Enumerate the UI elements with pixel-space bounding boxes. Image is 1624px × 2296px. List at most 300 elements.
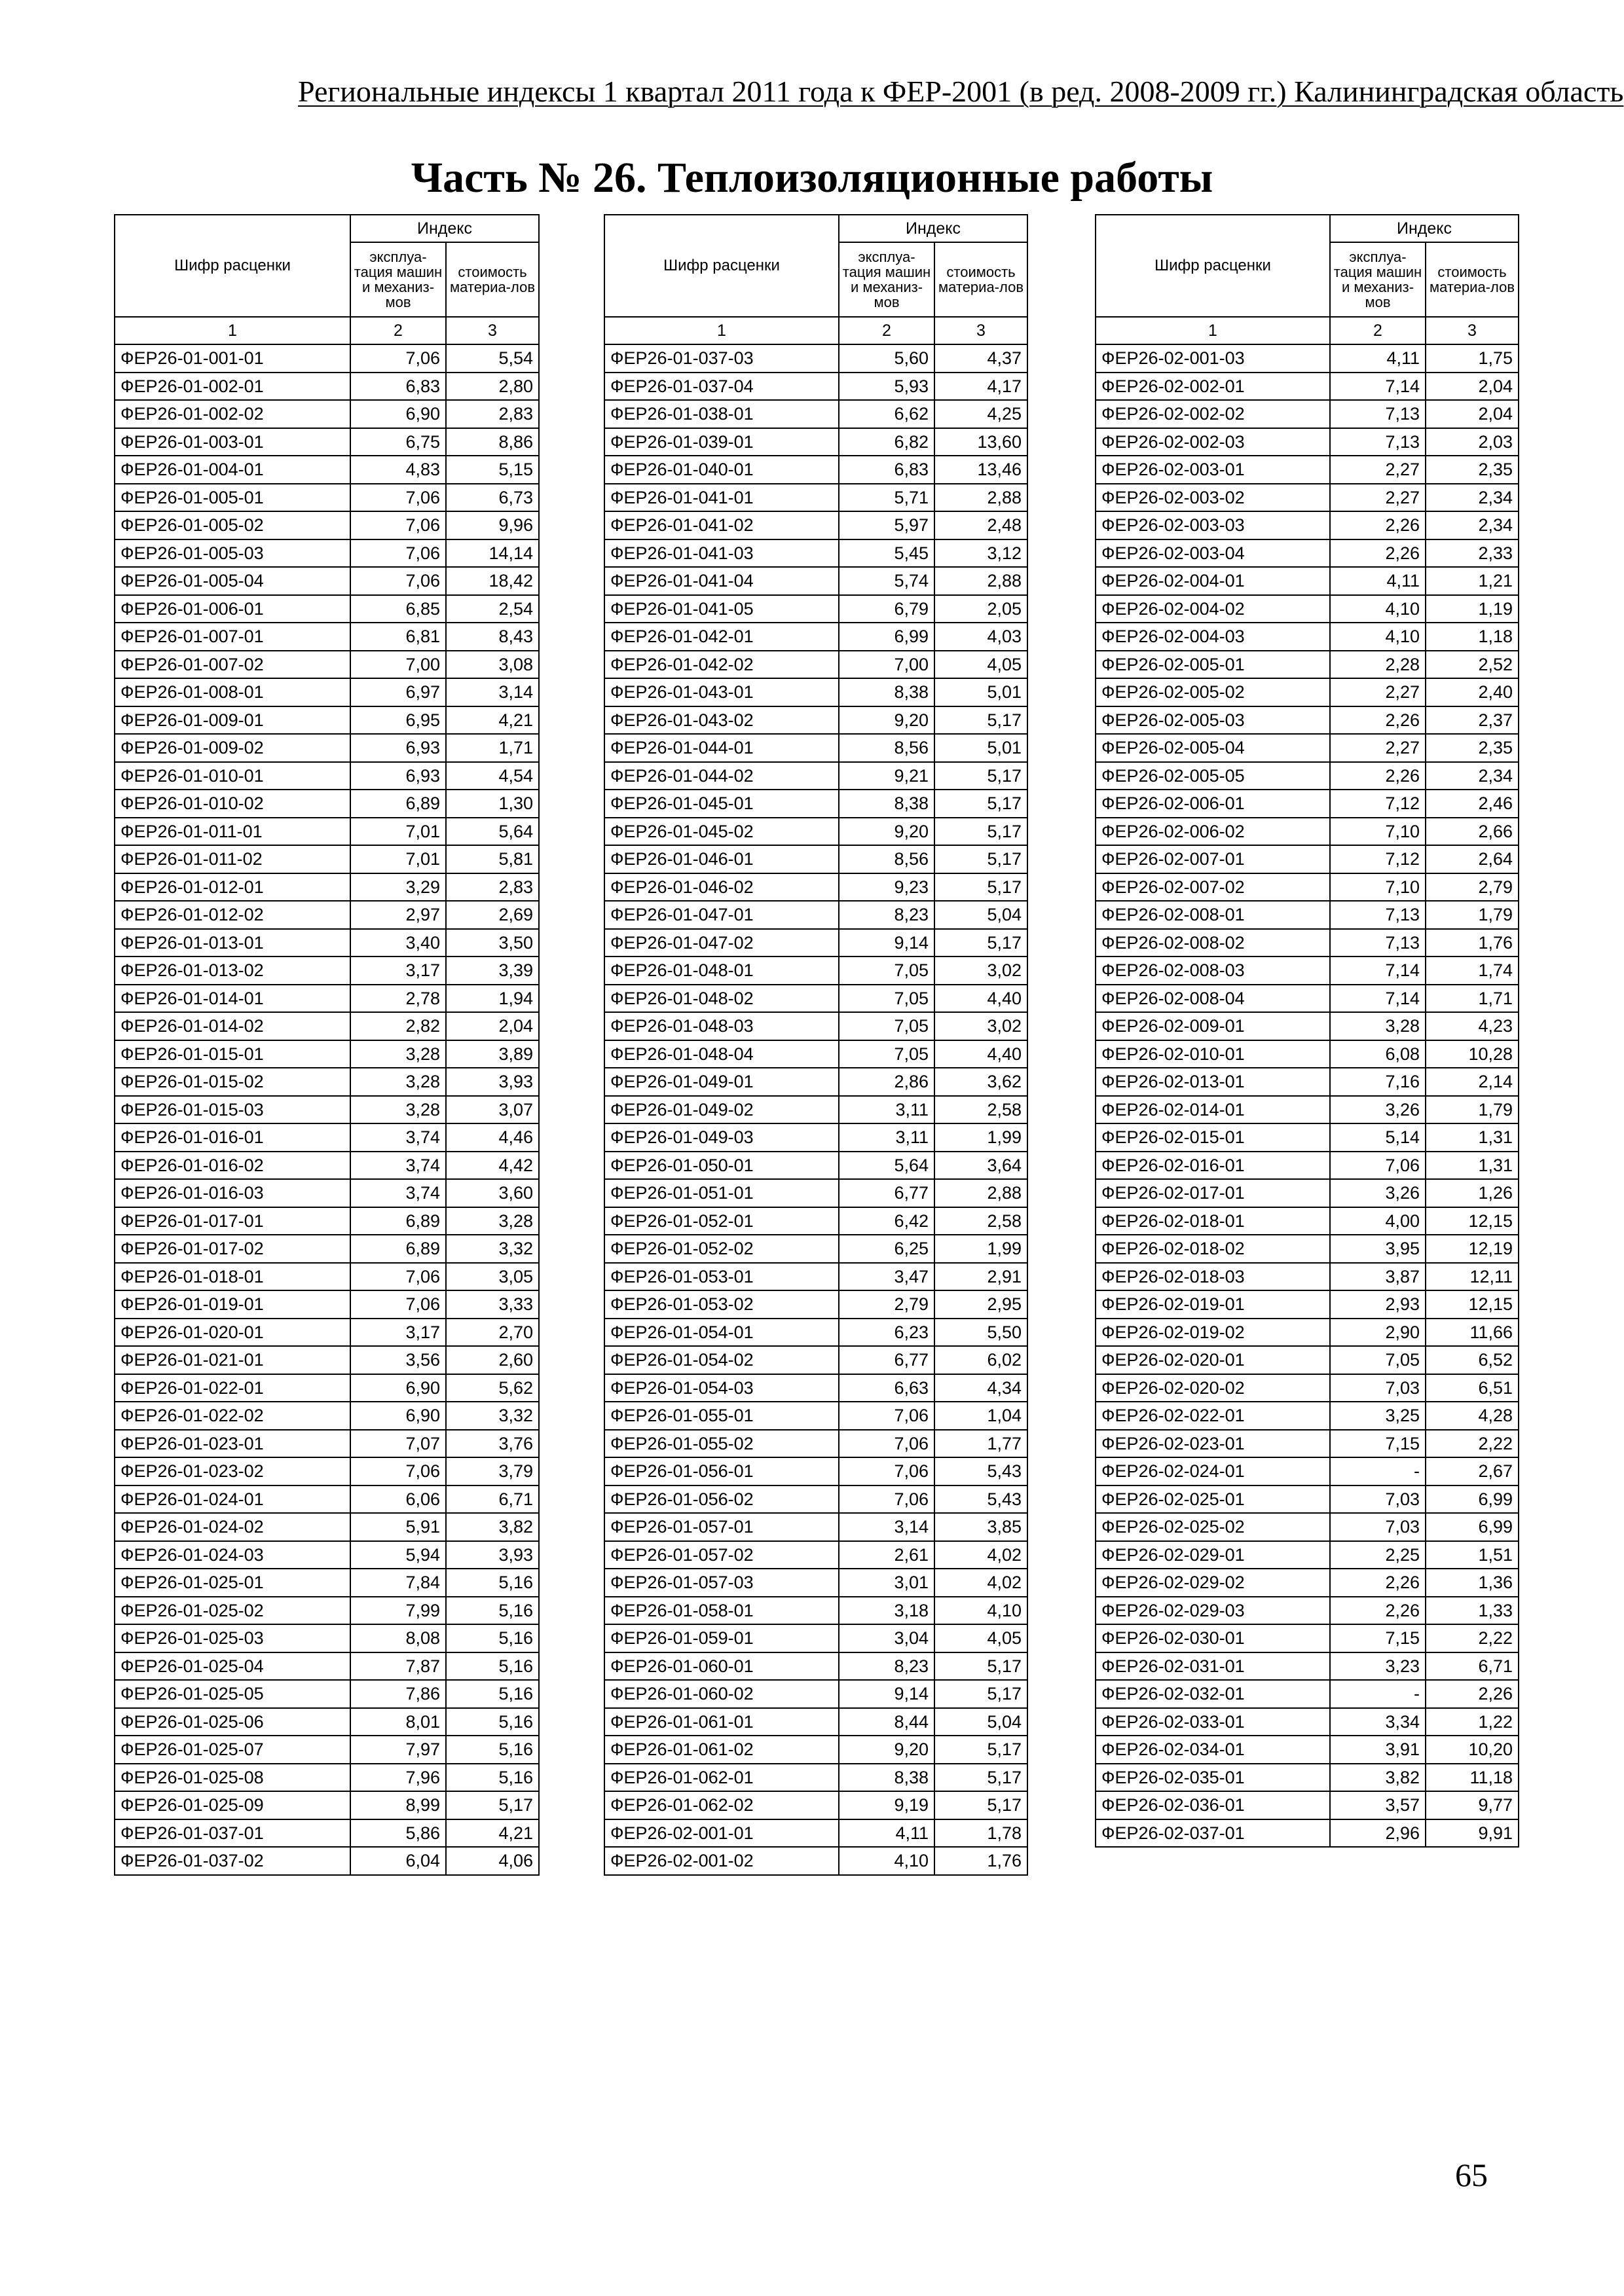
materials-index-cell: 5,16 xyxy=(446,1652,539,1681)
materials-index-cell: 5,62 xyxy=(446,1374,539,1402)
rate-code-cell: ФЕР26-01-016-01 xyxy=(115,1123,350,1152)
materials-index-cell: 5,17 xyxy=(934,1791,1027,1819)
table-row xyxy=(604,678,1027,706)
machines-index-cell: 5,71 xyxy=(839,484,934,512)
rate-code-cell: ФЕР26-01-005-03 xyxy=(115,539,350,568)
header-machines: эксплуа-тация машин и механиз-мов xyxy=(350,242,446,317)
rate-code-cell: ФЕР26-01-044-02 xyxy=(604,762,839,790)
table-row xyxy=(1096,456,1519,484)
materials-index-cell: 5,17 xyxy=(934,706,1027,735)
table-row xyxy=(1096,373,1519,401)
index-table-2 xyxy=(604,214,1028,1876)
rate-code-cell: ФЕР26-01-001-01 xyxy=(115,344,350,373)
materials-index-cell: 2,14 xyxy=(1426,1068,1519,1096)
rate-code-cell: ФЕР26-02-014-01 xyxy=(1096,1096,1330,1124)
rate-code-cell: ФЕР26-01-053-02 xyxy=(604,1290,839,1319)
table-row xyxy=(604,985,1027,1013)
rate-code-cell: ФЕР26-01-062-02 xyxy=(604,1791,839,1819)
materials-index-cell: 2,22 xyxy=(1426,1624,1519,1652)
table-row xyxy=(604,734,1027,762)
table-row xyxy=(604,1791,1027,1819)
materials-index-cell: 2,35 xyxy=(1426,734,1519,762)
rate-code-cell: ФЕР26-01-058-01 xyxy=(604,1597,839,1625)
rate-code-cell: ФЕР26-01-009-02 xyxy=(115,734,350,762)
materials-index-cell: 5,17 xyxy=(934,1764,1027,1792)
rate-code-cell: ФЕР26-01-018-01 xyxy=(115,1263,350,1291)
machines-index-cell: 7,10 xyxy=(1330,818,1426,846)
table-row xyxy=(1096,1152,1519,1180)
rate-code-cell: ФЕР26-01-042-01 xyxy=(604,623,839,651)
materials-index-cell: 1,21 xyxy=(1426,567,1519,595)
table-row xyxy=(604,1541,1027,1569)
machines-index-cell: 7,06 xyxy=(350,567,446,595)
machines-index-cell: 7,06 xyxy=(839,1430,934,1458)
table-body xyxy=(1096,344,1519,1847)
rate-code-cell: ФЕР26-01-021-01 xyxy=(115,1346,350,1374)
table-row xyxy=(115,1263,539,1291)
rate-code-cell: ФЕР26-01-049-01 xyxy=(604,1068,839,1096)
table-row xyxy=(604,1179,1027,1207)
rate-code-cell: ФЕР26-02-005-05 xyxy=(1096,762,1330,790)
header-col-2: 2 xyxy=(839,317,934,344)
machines-index-cell: 3,28 xyxy=(350,1040,446,1068)
materials-index-cell: 1,76 xyxy=(934,1847,1027,1875)
table-row xyxy=(604,1263,1027,1291)
rate-code-cell: ФЕР26-01-025-09 xyxy=(115,1791,350,1819)
materials-index-cell: 3,08 xyxy=(446,651,539,679)
materials-index-cell: 3,05 xyxy=(446,1263,539,1291)
machines-index-cell: 3,26 xyxy=(1330,1179,1426,1207)
materials-index-cell: 4,37 xyxy=(934,344,1027,373)
table-row xyxy=(1096,400,1519,428)
rate-code-cell: ФЕР26-02-019-01 xyxy=(1096,1290,1330,1319)
materials-index-cell: 4,21 xyxy=(446,1819,539,1848)
rate-code-cell: ФЕР26-01-056-01 xyxy=(604,1457,839,1485)
machines-index-cell: 8,38 xyxy=(839,678,934,706)
machines-index-cell: 3,11 xyxy=(839,1123,934,1152)
materials-index-cell: 2,80 xyxy=(446,373,539,401)
materials-index-cell: 1,19 xyxy=(1426,595,1519,623)
rate-code-cell: ФЕР26-02-022-01 xyxy=(1096,1402,1330,1430)
table-row xyxy=(1096,901,1519,929)
table-row xyxy=(115,1040,539,1068)
table-row xyxy=(1096,567,1519,595)
rate-code-cell: ФЕР26-02-005-04 xyxy=(1096,734,1330,762)
machines-index-cell: 9,21 xyxy=(839,762,934,790)
machines-index-cell: 2,27 xyxy=(1330,678,1426,706)
rate-code-cell: ФЕР26-01-043-01 xyxy=(604,678,839,706)
machines-index-cell: 7,15 xyxy=(1330,1624,1426,1652)
materials-index-cell: 1,78 xyxy=(934,1819,1027,1848)
machines-index-cell: 8,56 xyxy=(839,845,934,873)
table-row xyxy=(115,1680,539,1708)
rate-code-cell: ФЕР26-01-048-01 xyxy=(604,957,839,985)
materials-index-cell: 5,17 xyxy=(934,762,1027,790)
machines-index-cell: 2,61 xyxy=(839,1541,934,1569)
table-row xyxy=(1096,1012,1519,1040)
machines-index-cell: 7,06 xyxy=(350,1263,446,1291)
materials-index-cell: 4,10 xyxy=(934,1597,1027,1625)
table-row xyxy=(604,1235,1027,1263)
machines-index-cell: 3,01 xyxy=(839,1569,934,1597)
materials-index-cell: 3,93 xyxy=(446,1068,539,1096)
table-row xyxy=(115,1402,539,1430)
rate-code-cell: ФЕР26-02-020-01 xyxy=(1096,1346,1330,1374)
machines-index-cell: 8,38 xyxy=(839,790,934,818)
materials-index-cell: 1,26 xyxy=(1426,1179,1519,1207)
machines-index-cell: 9,23 xyxy=(839,873,934,902)
table-row xyxy=(1096,1569,1519,1597)
materials-index-cell: 5,16 xyxy=(446,1708,539,1736)
machines-index-cell: 6,83 xyxy=(839,456,934,484)
rate-code-cell: ФЕР26-01-039-01 xyxy=(604,428,839,456)
rate-code-cell: ФЕР26-01-037-04 xyxy=(604,373,839,401)
machines-index-cell: 4,83 xyxy=(350,456,446,484)
machines-index-cell: 2,27 xyxy=(1330,456,1426,484)
table-row xyxy=(115,1235,539,1263)
machines-index-cell: 8,56 xyxy=(839,734,934,762)
table-row xyxy=(604,1847,1027,1875)
machines-index-cell: 3,14 xyxy=(839,1513,934,1541)
rate-code-cell: ФЕР26-01-041-03 xyxy=(604,539,839,568)
machines-index-cell: 2,25 xyxy=(1330,1541,1426,1569)
machines-index-cell: 6,93 xyxy=(350,762,446,790)
table-row xyxy=(115,1569,539,1597)
rate-code-cell: ФЕР26-02-018-02 xyxy=(1096,1235,1330,1263)
table-row xyxy=(115,845,539,873)
rate-code-cell: ФЕР26-01-043-02 xyxy=(604,706,839,735)
table-row xyxy=(604,1207,1027,1235)
rate-code-cell: ФЕР26-01-019-01 xyxy=(115,1290,350,1319)
rate-code-cell: ФЕР26-01-011-02 xyxy=(115,845,350,873)
rate-code-cell: ФЕР26-02-024-01 xyxy=(1096,1457,1330,1485)
materials-index-cell: 4,40 xyxy=(934,1040,1027,1068)
index-table-3 xyxy=(1095,214,1519,1848)
machines-index-cell: 6,90 xyxy=(350,1374,446,1402)
materials-index-cell: 5,17 xyxy=(934,845,1027,873)
materials-index-cell: 10,20 xyxy=(1426,1736,1519,1764)
materials-index-cell: 13,46 xyxy=(934,456,1027,484)
materials-index-cell: 3,62 xyxy=(934,1068,1027,1096)
table-row xyxy=(115,790,539,818)
materials-index-cell: 5,16 xyxy=(446,1597,539,1625)
materials-index-cell: 2,88 xyxy=(934,484,1027,512)
materials-index-cell: 4,40 xyxy=(934,985,1027,1013)
machines-index-cell: 3,74 xyxy=(350,1123,446,1152)
materials-index-cell: 3,64 xyxy=(934,1152,1027,1180)
rate-code-cell: ФЕР26-01-045-02 xyxy=(604,818,839,846)
header-col-3: 3 xyxy=(934,317,1027,344)
table-row xyxy=(604,1597,1027,1625)
table-row xyxy=(1096,1597,1519,1625)
machines-index-cell: 9,14 xyxy=(839,1680,934,1708)
materials-index-cell: 5,17 xyxy=(934,790,1027,818)
rate-code-cell: ФЕР26-01-061-01 xyxy=(604,1708,839,1736)
table-row xyxy=(115,1847,539,1875)
table-row xyxy=(115,1708,539,1736)
rate-code-cell: ФЕР26-01-048-02 xyxy=(604,985,839,1013)
rate-code-cell: ФЕР26-02-006-02 xyxy=(1096,818,1330,846)
table-row xyxy=(115,373,539,401)
rate-code-cell: ФЕР26-01-024-03 xyxy=(115,1541,350,1569)
table-row xyxy=(1096,1819,1519,1848)
rate-code-cell: ФЕР26-02-001-01 xyxy=(604,1819,839,1848)
header-col-3: 3 xyxy=(446,317,539,344)
machines-index-cell: 3,04 xyxy=(839,1624,934,1652)
machines-index-cell: 7,06 xyxy=(350,539,446,568)
materials-index-cell: 6,73 xyxy=(446,484,539,512)
machines-index-cell: 7,96 xyxy=(350,1764,446,1792)
rate-code-cell: ФЕР26-01-060-02 xyxy=(604,1680,839,1708)
table-row xyxy=(1096,1235,1519,1263)
materials-index-cell: 2,22 xyxy=(1426,1430,1519,1458)
rate-code-cell: ФЕР26-01-009-01 xyxy=(115,706,350,735)
rate-code-cell: ФЕР26-02-004-02 xyxy=(1096,595,1330,623)
materials-index-cell: 5,16 xyxy=(446,1736,539,1764)
machines-index-cell: 7,13 xyxy=(1330,400,1426,428)
materials-index-cell: 2,26 xyxy=(1426,1680,1519,1708)
machines-index-cell: 7,86 xyxy=(350,1680,446,1708)
machines-index-cell: 7,06 xyxy=(839,1457,934,1485)
machines-index-cell: 7,06 xyxy=(350,1457,446,1485)
materials-index-cell: 5,16 xyxy=(446,1624,539,1652)
rate-code-cell: ФЕР26-01-025-04 xyxy=(115,1652,350,1681)
header-col-2: 2 xyxy=(350,317,446,344)
materials-index-cell: 3,02 xyxy=(934,957,1027,985)
rate-code-cell: ФЕР26-01-054-01 xyxy=(604,1319,839,1347)
machines-index-cell: 3,26 xyxy=(1330,1096,1426,1124)
table-row xyxy=(115,985,539,1013)
materials-index-cell: 5,16 xyxy=(446,1680,539,1708)
materials-index-cell: 6,71 xyxy=(446,1485,539,1514)
rate-code-cell: ФЕР26-02-029-02 xyxy=(1096,1569,1330,1597)
table-row xyxy=(115,929,539,957)
materials-index-cell: 1,79 xyxy=(1426,1096,1519,1124)
machines-index-cell: 7,14 xyxy=(1330,985,1426,1013)
table-row xyxy=(1096,651,1519,679)
materials-index-cell: 5,17 xyxy=(934,1736,1027,1764)
materials-index-cell: 1,74 xyxy=(1426,957,1519,985)
rate-code-cell: ФЕР26-02-007-01 xyxy=(1096,845,1330,873)
machines-index-cell: 3,25 xyxy=(1330,1402,1426,1430)
materials-index-cell: 3,39 xyxy=(446,957,539,985)
rate-code-cell: ФЕР26-02-008-01 xyxy=(1096,901,1330,929)
rate-code-cell: ФЕР26-01-023-02 xyxy=(115,1457,350,1485)
rate-code-cell: ФЕР26-01-002-01 xyxy=(115,373,350,401)
table-row xyxy=(115,539,539,568)
rate-code-cell: ФЕР26-02-005-01 xyxy=(1096,651,1330,679)
materials-index-cell: 5,15 xyxy=(446,456,539,484)
table-row xyxy=(1096,790,1519,818)
rate-code-cell: ФЕР26-02-029-03 xyxy=(1096,1597,1330,1625)
header-code: Шифр расценки xyxy=(115,215,350,317)
machines-index-cell: 7,00 xyxy=(350,651,446,679)
rate-code-cell: ФЕР26-01-016-02 xyxy=(115,1152,350,1180)
table-row xyxy=(115,762,539,790)
machines-index-cell: 2,27 xyxy=(1330,484,1426,512)
table-row xyxy=(115,873,539,902)
table-row xyxy=(604,1068,1027,1096)
materials-index-cell: 3,14 xyxy=(446,678,539,706)
table-row xyxy=(604,428,1027,456)
table-row xyxy=(604,1513,1027,1541)
table-row xyxy=(604,1624,1027,1652)
rate-code-cell: ФЕР26-02-020-02 xyxy=(1096,1374,1330,1402)
materials-index-cell: 1,51 xyxy=(1426,1541,1519,1569)
running-header: Региональные индексы 1 квартал 2011 года к ФЕР-2001 (в ред. 2008-2009 гг.) Калининградская область xyxy=(298,75,1624,108)
machines-index-cell: 5,91 xyxy=(350,1513,446,1541)
materials-index-cell: 3,60 xyxy=(446,1179,539,1207)
rate-code-cell: ФЕР26-02-008-02 xyxy=(1096,929,1330,957)
rate-code-cell: ФЕР26-02-032-01 xyxy=(1096,1680,1330,1708)
materials-index-cell: 2,34 xyxy=(1426,511,1519,539)
table-row xyxy=(115,567,539,595)
rate-code-cell: ФЕР26-01-017-01 xyxy=(115,1207,350,1235)
rate-code-cell: ФЕР26-01-012-02 xyxy=(115,901,350,929)
table-row xyxy=(604,1123,1027,1152)
table-row xyxy=(115,1541,539,1569)
table-row xyxy=(115,1012,539,1040)
rate-code-cell: ФЕР26-02-005-02 xyxy=(1096,678,1330,706)
table-row xyxy=(604,762,1027,790)
table-row xyxy=(1096,678,1519,706)
machines-index-cell: 7,01 xyxy=(350,845,446,873)
rate-code-cell: ФЕР26-02-025-01 xyxy=(1096,1485,1330,1514)
materials-index-cell: 4,17 xyxy=(934,373,1027,401)
table-row xyxy=(1096,1207,1519,1235)
machines-index-cell: 8,38 xyxy=(839,1764,934,1792)
materials-index-cell: 3,07 xyxy=(446,1096,539,1124)
rate-code-cell: ФЕР26-01-007-01 xyxy=(115,623,350,651)
rate-code-cell: ФЕР26-01-052-01 xyxy=(604,1207,839,1235)
machines-index-cell: 6,81 xyxy=(350,623,446,651)
materials-index-cell: 6,52 xyxy=(1426,1346,1519,1374)
materials-index-cell: 2,34 xyxy=(1426,484,1519,512)
machines-index-cell: 6,63 xyxy=(839,1374,934,1402)
machines-index-cell: 7,99 xyxy=(350,1597,446,1625)
machines-index-cell: 7,05 xyxy=(839,1012,934,1040)
table-row xyxy=(115,1457,539,1485)
machines-index-cell: 2,26 xyxy=(1330,1569,1426,1597)
table-row xyxy=(604,706,1027,735)
materials-index-cell: 5,17 xyxy=(934,929,1027,957)
table-row xyxy=(115,1513,539,1541)
table-row xyxy=(1096,344,1519,373)
table-row xyxy=(1096,1263,1519,1291)
machines-index-cell: 2,26 xyxy=(1330,539,1426,568)
table-row xyxy=(115,1123,539,1152)
rate-code-cell: ФЕР26-01-049-03 xyxy=(604,1123,839,1152)
materials-index-cell: 1,36 xyxy=(1426,1569,1519,1597)
table-body xyxy=(604,344,1027,1875)
machines-index-cell: 7,14 xyxy=(1330,373,1426,401)
materials-index-cell: 2,48 xyxy=(934,511,1027,539)
table-row xyxy=(115,1430,539,1458)
machines-index-cell: 2,78 xyxy=(350,985,446,1013)
machines-index-cell: 7,97 xyxy=(350,1736,446,1764)
materials-index-cell: 5,01 xyxy=(934,734,1027,762)
table-row xyxy=(604,1346,1027,1374)
page-number: 65 xyxy=(1455,2157,1488,2193)
rate-code-cell: ФЕР26-01-014-01 xyxy=(115,985,350,1013)
materials-index-cell: 14,14 xyxy=(446,539,539,568)
rate-code-cell: ФЕР26-01-013-02 xyxy=(115,957,350,985)
materials-index-cell: 11,66 xyxy=(1426,1319,1519,1347)
rate-code-cell: ФЕР26-01-011-01 xyxy=(115,818,350,846)
machines-index-cell: 3,28 xyxy=(1330,1012,1426,1040)
machines-index-cell: 8,23 xyxy=(839,1652,934,1681)
machines-index-cell: 2,96 xyxy=(1330,1819,1426,1848)
rate-code-cell: ФЕР26-01-046-01 xyxy=(604,845,839,873)
materials-index-cell: 4,23 xyxy=(1426,1012,1519,1040)
table-row xyxy=(115,706,539,735)
materials-index-cell: 2,34 xyxy=(1426,762,1519,790)
machines-index-cell: 7,00 xyxy=(839,651,934,679)
rate-code-cell: ФЕР26-01-014-02 xyxy=(115,1012,350,1040)
header-col-2: 2 xyxy=(1330,317,1426,344)
materials-index-cell: 2,05 xyxy=(934,595,1027,623)
rate-code-cell: ФЕР26-01-025-06 xyxy=(115,1708,350,1736)
materials-index-cell: 2,88 xyxy=(934,567,1027,595)
materials-index-cell: 3,76 xyxy=(446,1430,539,1458)
materials-index-cell: 13,60 xyxy=(934,428,1027,456)
machines-index-cell: 6,62 xyxy=(839,400,934,428)
table-row xyxy=(604,623,1027,651)
rate-code-cell: ФЕР26-02-016-01 xyxy=(1096,1152,1330,1180)
rate-code-cell: ФЕР26-02-008-03 xyxy=(1096,957,1330,985)
rate-code-cell: ФЕР26-01-057-01 xyxy=(604,1513,839,1541)
rate-code-cell: ФЕР26-02-006-01 xyxy=(1096,790,1330,818)
materials-index-cell: 2,69 xyxy=(446,901,539,929)
rate-code-cell: ФЕР26-02-003-02 xyxy=(1096,484,1330,512)
materials-index-cell: 1,99 xyxy=(934,1123,1027,1152)
machines-index-cell: 3,47 xyxy=(839,1263,934,1291)
materials-index-cell: 4,34 xyxy=(934,1374,1027,1402)
table-row xyxy=(1096,929,1519,957)
materials-index-cell: 1,71 xyxy=(1426,985,1519,1013)
materials-index-cell: 5,64 xyxy=(446,818,539,846)
materials-index-cell: 2,95 xyxy=(934,1290,1027,1319)
table-row xyxy=(604,1290,1027,1319)
machines-index-cell: 7,84 xyxy=(350,1569,446,1597)
machines-index-cell: 5,86 xyxy=(350,1819,446,1848)
table-row xyxy=(604,511,1027,539)
materials-index-cell: 5,17 xyxy=(934,1652,1027,1681)
table-row xyxy=(604,1457,1027,1485)
rate-code-cell: ФЕР26-01-016-03 xyxy=(115,1179,350,1207)
machines-index-cell: - xyxy=(1330,1680,1426,1708)
header-index: Индекс xyxy=(839,215,1027,242)
machines-index-cell: 3,74 xyxy=(350,1179,446,1207)
materials-index-cell: 4,03 xyxy=(934,623,1027,651)
table-row xyxy=(1096,1402,1519,1430)
machines-index-cell: 4,10 xyxy=(839,1847,934,1875)
table-row xyxy=(1096,1513,1519,1541)
materials-index-cell: 1,22 xyxy=(1426,1708,1519,1736)
materials-index-cell: 3,12 xyxy=(934,539,1027,568)
table-row xyxy=(1096,1791,1519,1819)
materials-index-cell: 6,99 xyxy=(1426,1485,1519,1514)
rate-code-cell: ФЕР26-01-005-01 xyxy=(115,484,350,512)
machines-index-cell: 7,06 xyxy=(350,511,446,539)
materials-index-cell: 5,01 xyxy=(934,678,1027,706)
rate-code-cell: ФЕР26-01-010-01 xyxy=(115,762,350,790)
table-row xyxy=(1096,1068,1519,1096)
rate-code-cell: ФЕР26-02-035-01 xyxy=(1096,1764,1330,1792)
table-row xyxy=(1096,511,1519,539)
table-row xyxy=(1096,706,1519,735)
rate-code-cell: ФЕР26-01-041-04 xyxy=(604,567,839,595)
